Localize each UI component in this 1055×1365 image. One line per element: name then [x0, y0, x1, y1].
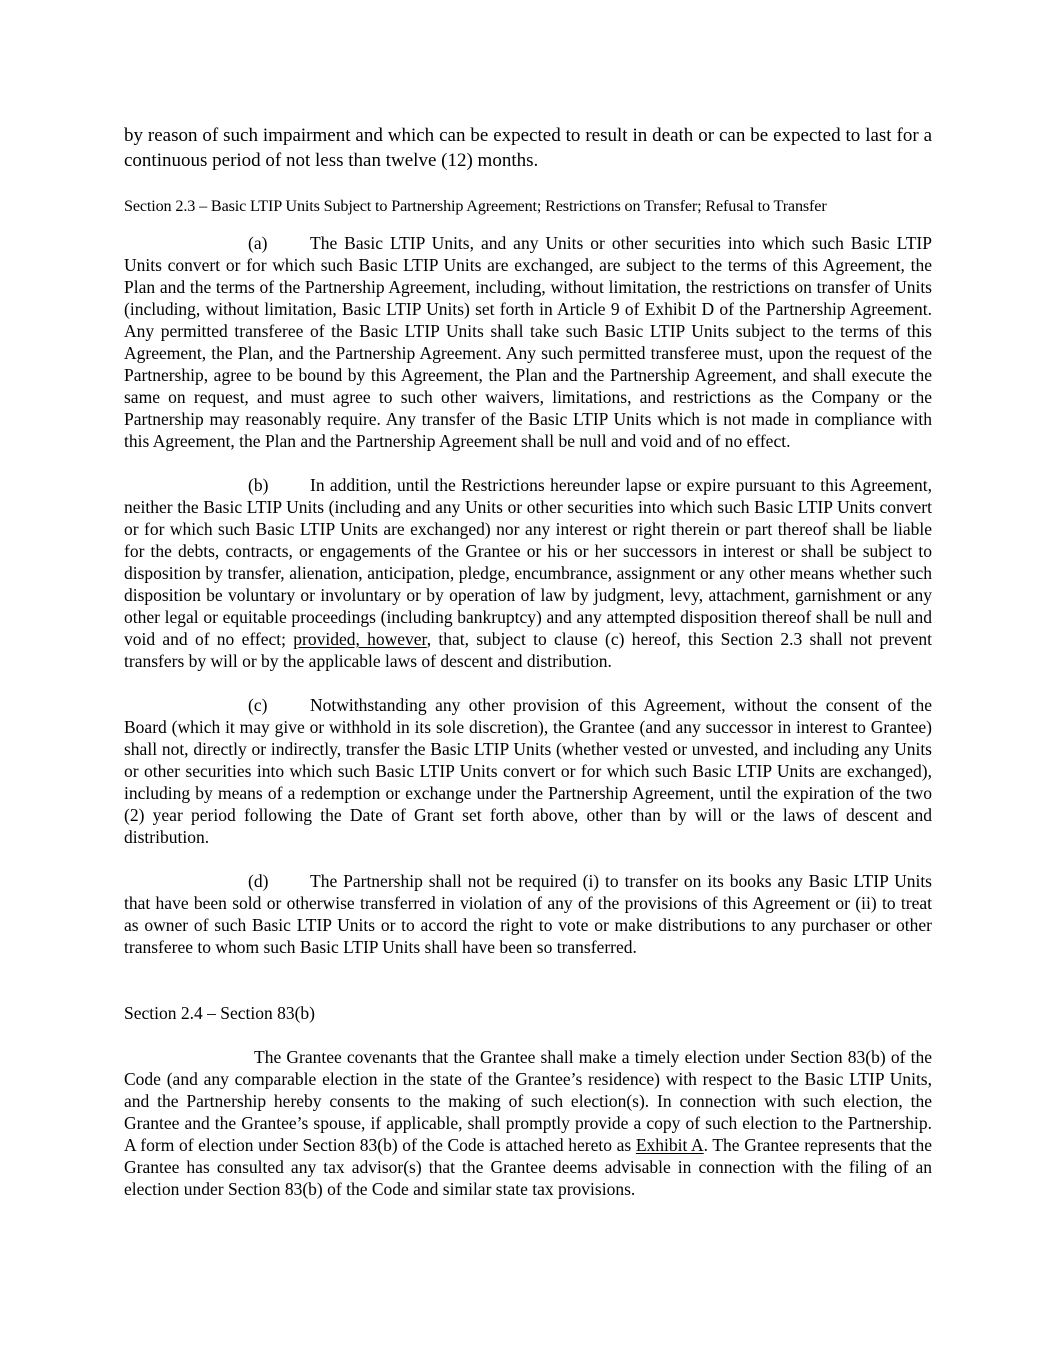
paragraph-b-label: (b)	[248, 475, 269, 495]
paragraph-d-label: (d)	[248, 871, 269, 891]
provided-however-underlined: provided, however	[293, 629, 427, 649]
section-2-4-text-before: The Grantee covenants that the Grantee shall make a timely election under Section 83(b) of the Code (and any comparable election in the state of the Grantee’s residence) with respect to the Basic LTIP Units, and the Partnership hereby consents to the making of such election(s). In connection with such election, the Grantee and the Grantee’s spouse, if applicable, shall promptly provide a copy of such election to the Partnership. A form of election under Section 83(b) of the Code is attached hereto as	[124, 1047, 932, 1155]
paragraph-a-label: (a)	[248, 233, 268, 253]
paragraph-c-label: (c)	[248, 695, 268, 715]
section-2-3-paragraph-b	[124, 474, 932, 672]
section-2-3-heading: Section 2.3 – Basic LTIP Units Subject to Partnership Agreement; Restrictions on Transfer; Refusal to Transfer	[124, 197, 827, 215]
paragraph-c-text: Notwithstanding any other provision of this Agreement, without the consent of the Board (which it may give or withhold in its sole discretion), the Grantee (and any successor in interest to Grantee) shall not, directly or indirectly, transfer the Basic LTIP Units (whether vested or unvested, and including any Units or other securities into which such Basic LTIP Units convert or for which such Basic LTIP Units are exchanged), including by means of a redemption or exchange under the Partnership Agreement, until the expiration of the two (2) year period following the Date of Grant set forth above, other than by will or the laws of descent and distribution.	[124, 695, 932, 847]
paragraph-d-text: The Partnership shall not be required (i) to transfer on its books any Basic LTIP Units that have been sold or otherwise transferred in violation of any of the provisions of this Agreement or (ii) to treat as owner of such Basic LTIP Units or to accord the right to vote or make distributions to any purchaser or other transferee to whom such Basic LTIP Units shall have been so transferred.	[124, 871, 932, 957]
paragraph-b-text-before: In addition, until the Restrictions hereunder lapse or expire pursuant to this Agreement, neither the Basic LTIP Units (including and any Units or other securities into which such Basic LTIP Units convert or for which such Basic LTIP Units are exchanged) nor any interest or right therein or part thereof shall be liable for the debts, contracts, or engagements of the Grantee or his or her successors in interest or shall be subject to disposition by transfer, alienation, anticipation, pledge, encumbrance, assignment or any other means whether such disposition be voluntary or involuntary or by operation of law by judgment, levy, attachment, garnishment or any other legal or equitable proceedings (including bankruptcy) and any attempted disposition thereof shall be null and void and of no effect;	[124, 475, 932, 649]
intro-paragraph: by reason of such impairment and which can be expected to result in death or can be expected to last for a continuous period of not less than twelve (12) months.	[124, 125, 932, 171]
paragraph-a-text: The Basic LTIP Units, and any Units or other securities into which such Basic LTIP Units convert or for which such Basic LTIP Units are exchanged, are subject to the terms of this Agreement, the Plan and the terms of the Partnership Agreement, including, without limitation, the restrictions on transfer of Units (including, without limitation, Basic LTIP Units) set forth in Article 9 of Exhibit D of the Partnership Agreement. Any permitted transferee of the Basic LTIP Units shall take such Basic LTIP Units subject to the terms of this Agreement, the Plan, and the Partnership Agreement. Any such permitted transferee must, upon the request of the Partnership, agree to be bound by this Agreement, the Plan and the Partnership Agreement, and shall execute the same on request, and must agree to such other waivers, limitations, and restrictions as the Company or the Partnership may reasonably require. Any transfer of the Basic LTIP Units which is not made in compliance with this Agreement, the Plan and the Partnership Agreement shall be null and void and of no effect.	[124, 233, 932, 451]
section-2-3-paragraph-a	[124, 232, 932, 452]
section-2-4-paragraph	[124, 1046, 932, 1200]
section-2-4-heading: Section 2.4 – Section 83(b)	[124, 1003, 316, 1023]
paragraph-b-text-after: , that, subject to clause (c) hereof, this Section 2.3 shall not prevent transfers by will or by the applicable laws of descent and distribution.	[124, 629, 933, 671]
section-2-3-paragraph-d	[124, 870, 932, 958]
document-page	[124, 124, 932, 1200]
section-2-4-text-after: . The Grantee represents that the Grantee has consulted any tax advisor(s) that the Grantee deems advisable in connection with the filing of an election under Section 83(b) of the Code and similar state tax provisions.	[124, 1135, 933, 1199]
section-2-3-paragraph-c	[124, 694, 932, 848]
exhibit-a-link[interactable]: Exhibit A	[635, 1135, 704, 1155]
